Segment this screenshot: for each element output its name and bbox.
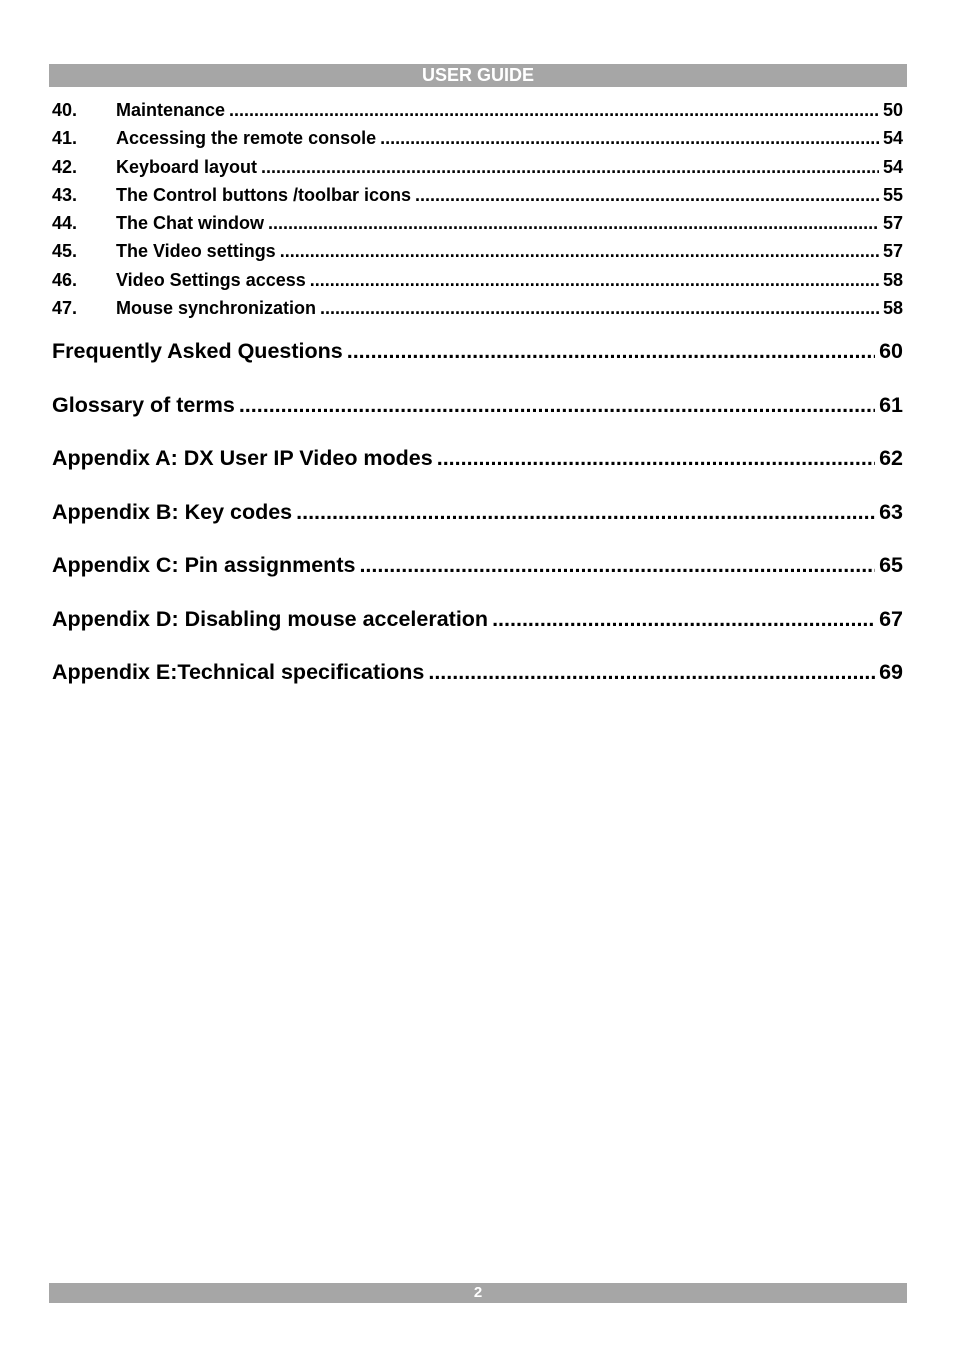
toc-dot-leader [261, 153, 879, 181]
toc-entry-title: Maintenance [116, 100, 226, 120]
toc-entry-title: Accessing the remote console [116, 128, 377, 149]
toc-entry-title: Appendix B: Key codes [52, 499, 293, 524]
toc-entry-title: The Control buttons /toolbar icons [116, 184, 411, 205]
toc-entry-46[interactable] [52, 266, 903, 294]
toc-entry-page: 57 [882, 241, 903, 262]
toc-entry-number: 44. [52, 213, 78, 234]
toc-entry-page: 69 [879, 660, 903, 685]
toc-entry-appendix-a[interactable] [52, 445, 903, 499]
toc-entry-41[interactable] [52, 124, 903, 152]
header-title: USER GUIDE [421, 65, 535, 85]
toc-dot-leader [415, 181, 879, 209]
toc-entry-page: 60 [879, 339, 903, 364]
toc-sub-list [52, 96, 903, 322]
toc-dot-leader [229, 96, 879, 124]
toc-dot-leader [320, 294, 879, 322]
header-bar [49, 64, 907, 87]
toc-entry-page: 63 [879, 499, 903, 524]
toc-entry-43[interactable] [52, 181, 903, 209]
toc-entry-44[interactable] [52, 209, 903, 237]
toc-entry-number: 47. [52, 298, 78, 319]
toc-entry-appendix-d[interactable] [52, 606, 903, 660]
toc-entry-number: 42. [52, 156, 78, 177]
toc-entry-number: 46. [52, 269, 78, 290]
toc-entry-number: 40. [52, 100, 78, 120]
toc-entry-page: 61 [879, 392, 903, 417]
toc-entry-title: Mouse synchronization [116, 298, 317, 319]
toc-entry-45[interactable] [52, 237, 903, 265]
toc-dot-leader [239, 392, 875, 418]
toc-entry-40[interactable] [52, 96, 903, 124]
toc-dot-leader [380, 124, 879, 152]
toc-entry-page: 50 [882, 100, 903, 120]
toc-entry-appendix-c[interactable] [52, 552, 903, 606]
toc-entry-appendix-e[interactable] [52, 659, 903, 713]
toc-entry-42[interactable] [52, 153, 903, 181]
toc-dot-leader [347, 338, 875, 364]
toc-entry-glossary[interactable] [52, 392, 903, 446]
toc-dot-leader [310, 266, 879, 294]
toc-entry-page: 55 [882, 184, 903, 205]
toc-entry-page: 58 [882, 298, 903, 319]
toc-dot-leader [268, 209, 879, 237]
toc-entry-page: 67 [879, 606, 903, 631]
toc-entry-title: Video Settings access [116, 269, 306, 290]
toc-entry-47[interactable] [52, 294, 903, 322]
toc-entry-page: 58 [882, 269, 903, 290]
toc-entry-number: 45. [52, 241, 78, 262]
toc-entry-number: 41. [52, 128, 78, 149]
toc-entry-faq[interactable] [52, 338, 903, 392]
toc-entry-title: Appendix A: DX User IP Video modes [52, 446, 433, 471]
toc-dot-leader [296, 499, 875, 525]
toc-dot-leader [492, 606, 875, 632]
toc-dot-leader [437, 445, 875, 471]
toc-entry-page: 54 [882, 156, 903, 177]
toc-entry-page: 54 [882, 128, 903, 149]
toc-dot-leader [428, 659, 875, 685]
toc-entry-title: Appendix C: Pin assignments [52, 553, 356, 578]
toc-entry-title: Frequently Asked Questions [52, 339, 343, 364]
toc-entry-title: The Chat window [116, 213, 264, 234]
toc-entry-title: Glossary of terms [52, 392, 235, 417]
toc-entry-appendix-b[interactable] [52, 499, 903, 553]
toc-entry-title: Keyboard layout [116, 156, 258, 177]
table-of-contents [52, 96, 903, 713]
footer-bar [49, 1283, 907, 1303]
footer-page-number: 2 [473, 1284, 483, 1301]
toc-entry-title: The Video settings [116, 241, 276, 262]
toc-entry-page: 62 [879, 446, 903, 471]
toc-entry-number: 43. [52, 184, 78, 205]
toc-entry-title: Appendix D: Disabling mouse acceleration [52, 606, 489, 631]
toc-entry-title: Appendix E:Technical specifications [52, 660, 425, 685]
toc-dot-leader [359, 552, 875, 578]
toc-main-list [52, 338, 903, 713]
toc-dot-leader [280, 237, 879, 265]
toc-entry-page: 65 [879, 553, 903, 578]
toc-entry-page: 57 [882, 213, 903, 234]
